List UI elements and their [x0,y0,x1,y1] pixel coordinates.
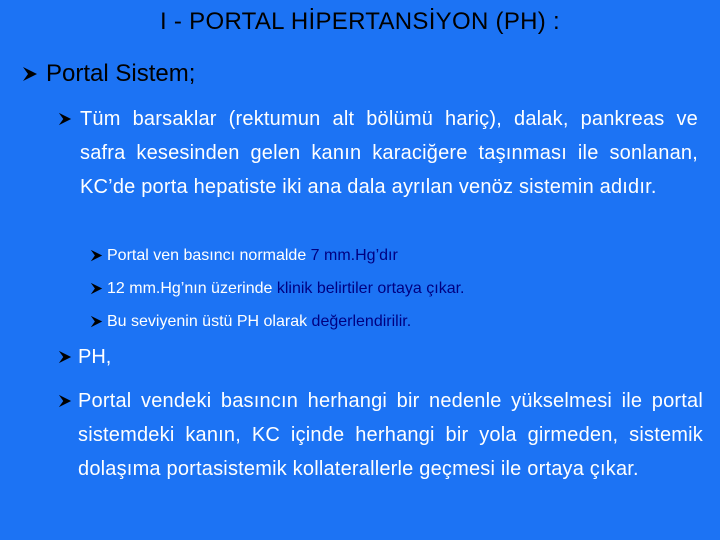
definition-row [58,103,698,204]
page-title: I - PORTAL HİPERTANSİYON (PH) : [159,8,561,35]
arrowhead-bullet-icon [90,315,103,328]
sub2-value: 12 mm.Hg’nın üzerinde [107,280,273,297]
arrowhead-bullet-icon [90,282,103,295]
sub-item-threshold [90,279,464,299]
sub-item-normal-pressure [90,246,398,266]
portal-heading-row [22,60,195,88]
arrowhead-bullet-icon [90,249,103,262]
arrowhead-bullet-icon [58,112,72,126]
ph-heading: PH, [78,346,112,368]
ph-definition-row [58,385,703,486]
portal-heading: Portal Sistem; [46,60,196,87]
sub1-text: Portal ven basıncı normalde [107,247,311,264]
ph-heading-row [58,345,111,369]
sub-item-ph-level [90,312,411,332]
definition-text: Tüm barsaklar (rektumun alt bölümü hariç), dalak, pankreas ve safra kesesinden gelen kanın karaciğere taşınması ile sonlanan, KC’de porta hepatiste iki ana dala ayrılan venöz sistemin adıdır. [80,108,698,198]
arrowhead-bullet-icon [22,66,38,82]
arrowhead-bullet-icon [58,350,72,364]
sub3-emphasis: değerlendirilir. [311,313,412,330]
sub1-value: 7 mm.Hg’dır [310,247,398,264]
ph-definition-text: Portal vendeki basıncın herhangi bir nedenle yükselmesi ile portal sistemdeki kanın, KC içinde herhangi bir yola girmeden, sistemik dolaşıma portasistemik kollaterallerle geçmesi ile ortaya çıkar. [78,390,703,480]
sub3-text: Bu seviyenin üstü PH olarak [107,313,312,330]
arrowhead-bullet-icon [58,394,72,408]
sub2-text: klinik belirtiler ortaya çıkar. [272,280,465,297]
